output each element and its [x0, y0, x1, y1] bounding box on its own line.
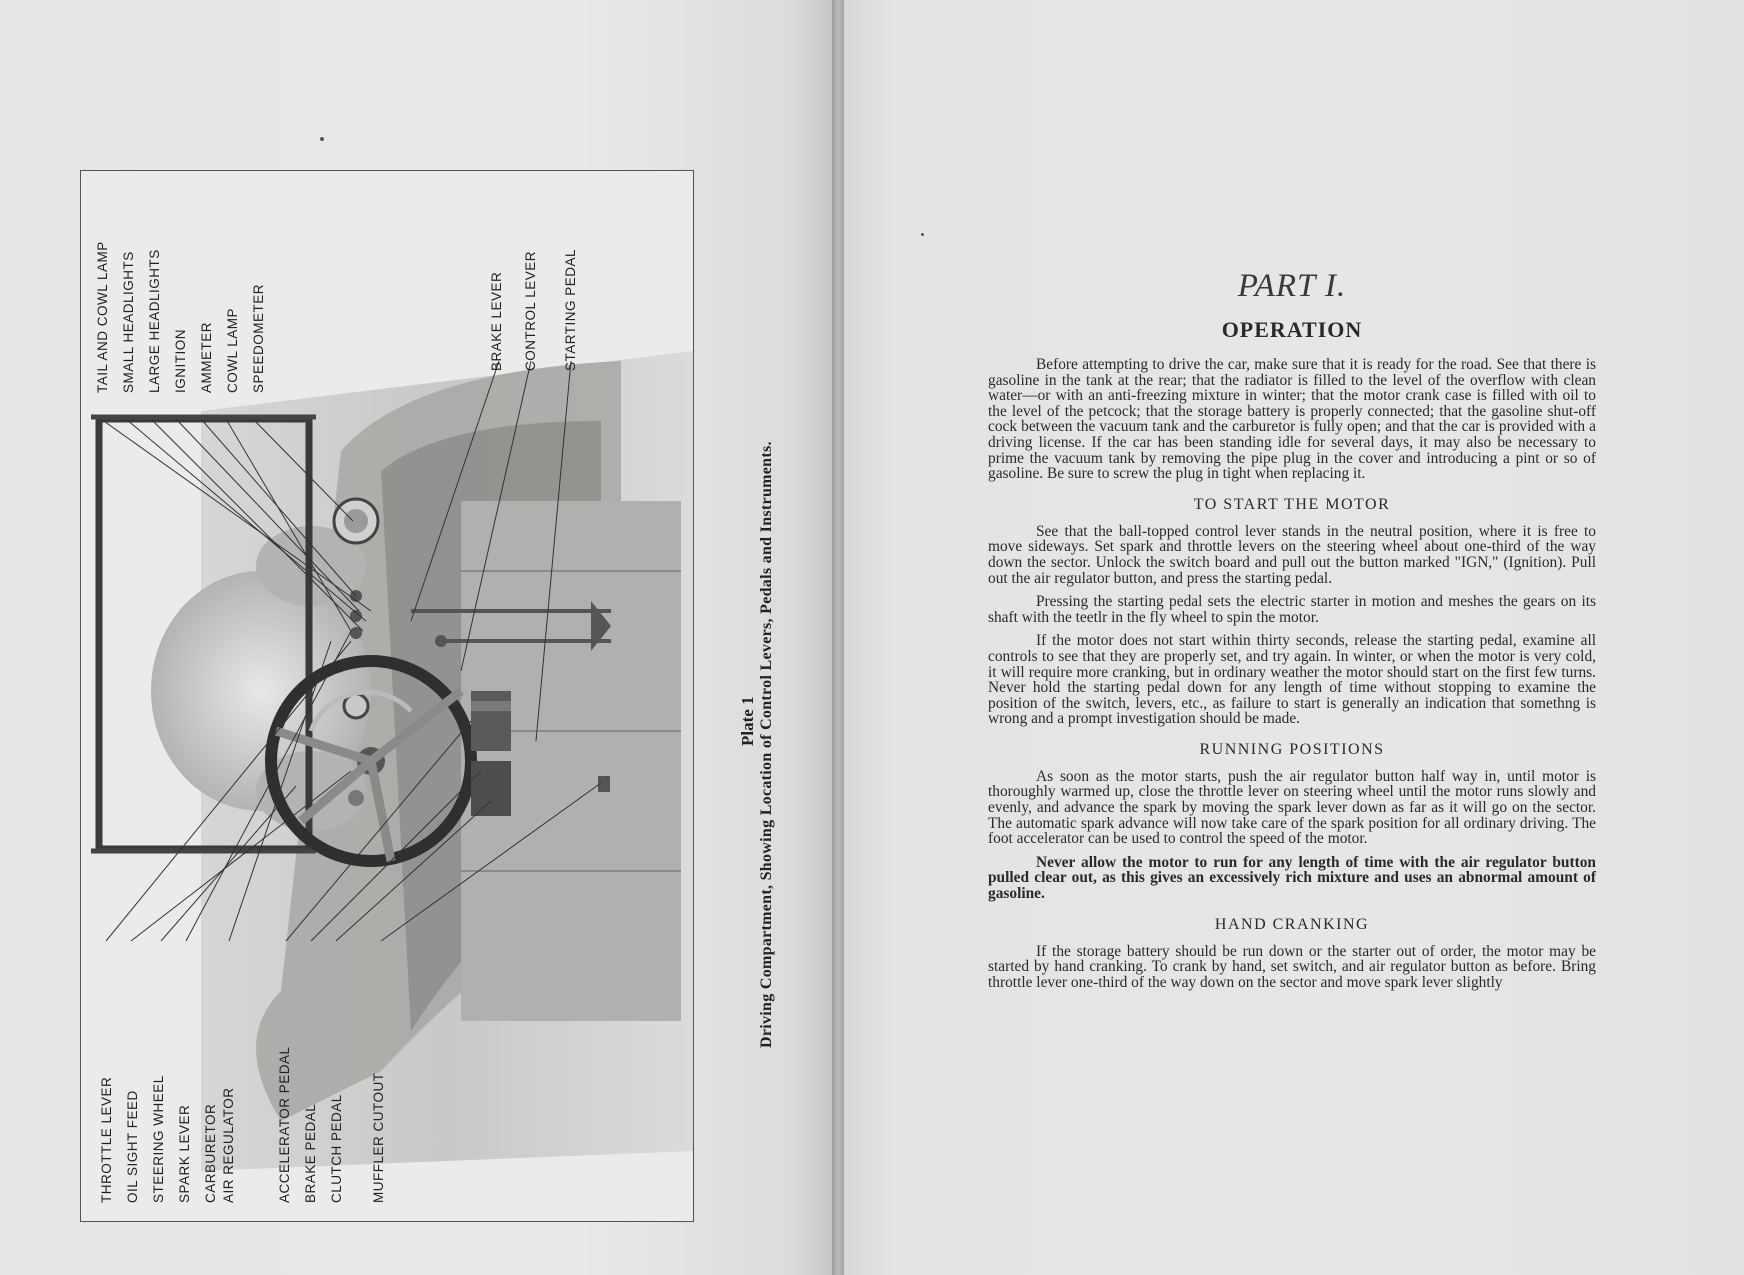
section-heading: OPERATION: [1221, 317, 1363, 342]
paragraph: Before attempting to drive the car, make sure that it is ready for the road. See that there is gasoline in the tank at the rear; that the radiator is filled to the level of the overflow with clean water—or with an anti-freezing mixture in winter; that the motor crank case is filled with oil to the level of the petcock; that the storage battery is properly connected; that the gasoline shut-off cock between the vacuum tank and the carburetor is fully open; and that the car is provided with a driving license. If the car has been standing idle for several days, it may also be necessary to prime the vacuum tank by removing the pipe plug in the cover and introducing a pint or so of gasoline. Be sure to screw the plug in tight when replacing it.: [988, 356, 1596, 483]
label-air-regulator: AIR REGULATOR: [221, 1087, 236, 1203]
plate-description: Driving Compartment, Showing Location of Control Levers, Pedals and Instruments.: [758, 441, 775, 1048]
label-ignition: IGNITION: [173, 329, 188, 393]
subheading: HAND CRANKING: [1214, 915, 1370, 933]
paragraph: As soon as the motor starts, push the air regulator button half way in, until motor is thoroughly warmed up, close the throttle lever on steering wheel until the motor runs slowly and evenly, and advance the spark by moving the spark lever down as far as it will go on the sector. The automatic spark advance will now take care of the spark position for all ordinary driving. The foot accelerator can be used to control the speed of the motor.: [988, 767, 1596, 848]
paragraph: See that the ball-topped control lever stands in the neutral position, where it is free to move sideways. Set spark and throttle levers on the steering wheel about one-third of the way down the sector. Unlock the switch board and pull out the button marked "IGN," (Ignition). Pull out the air regulator button, and press the starting pedal.: [988, 522, 1596, 587]
label-throttle-lever: THROTTLE LEVER: [99, 1076, 114, 1203]
subheading: RUNNING POSITIONS: [1199, 740, 1385, 758]
paragraph: Pressing the starting pedal sets the electric starter in motion and meshes the gears on its shaft with the teetlr in the fly wheel to spin the motor.: [988, 593, 1596, 626]
paragraph: If the storage battery should be run down or the starter out of order, the motor may be started by hand cranking. To crank by hand, set switch, and air regulator button as before. Bring throttle lever one-third of the way down on the sector and move spark lever slightly: [988, 942, 1596, 991]
dust-speck: [921, 233, 924, 236]
label-speedometer: SPEEDOMETER: [251, 283, 266, 393]
label-control-lever: CONTROL LEVER: [523, 250, 538, 371]
label-spark-lever: SPARK LEVER: [177, 1104, 192, 1203]
label-muffler-cutout: MUFFLER CUTOUT: [371, 1072, 386, 1203]
dust-speck: [320, 137, 324, 141]
plate-illustration: [80, 170, 694, 1222]
plate-caption: [738, 0, 788, 1275]
warning-paragraph: Never allow the motor to run for any length of time with the air regulator button pulled clear out, as this gives an excessively rich mixture and uses an abnormal amount of gasoline.: [988, 853, 1596, 903]
plate-number: Plate 1: [738, 696, 757, 746]
text-column: [988, 268, 1596, 990]
label-brake-lever: BRAKE LEVER: [489, 271, 504, 371]
label-oil-sight-feed: OIL SIGHT FEED: [125, 1090, 140, 1203]
label-small-headlights: SMALL HEADLIGHTS: [121, 251, 136, 393]
subheading: TO START THE MOTOR: [1193, 495, 1391, 513]
part-heading: PART I.: [1237, 268, 1347, 304]
book-gutter: [832, 0, 844, 1275]
label-tail-and-cowl-lamp: TAIL AND COWL LAMP: [95, 241, 110, 393]
label-cowl-lamp: COWL LAMP: [225, 307, 240, 393]
label-starting-pedal: STARTING PEDAL: [563, 248, 578, 371]
paragraph: If the motor does not start within thirty seconds, release the starting pedal, examine all controls to see that they are properly set, and try again. In winter, or when the motor is very cold, it will require more cranking, but in ordinary weather the motor should start on the first few turns. Never hold the starting pedal down for any length of time without stopping to examine the position of the switch, levers, etc., as failure to start is generally an indication that somethng is wrong and a prompt investigation should be made.: [988, 632, 1596, 728]
label-large-headlights: LARGE HEADLIGHTS: [147, 249, 162, 393]
label-ammeter: AMMETER: [199, 322, 214, 393]
label-brake-pedal: BRAKE PEDAL: [303, 1103, 318, 1203]
left-page: [0, 0, 832, 1275]
label-steering-wheel: STEERING WHEEL: [151, 1075, 166, 1203]
label-carburetor: CARBURETOR: [203, 1103, 218, 1203]
label-accelerator-pedal: ACCELERATOR PEDAL: [277, 1046, 292, 1203]
label-clutch-pedal: CLUTCH PEDAL: [329, 1094, 344, 1203]
